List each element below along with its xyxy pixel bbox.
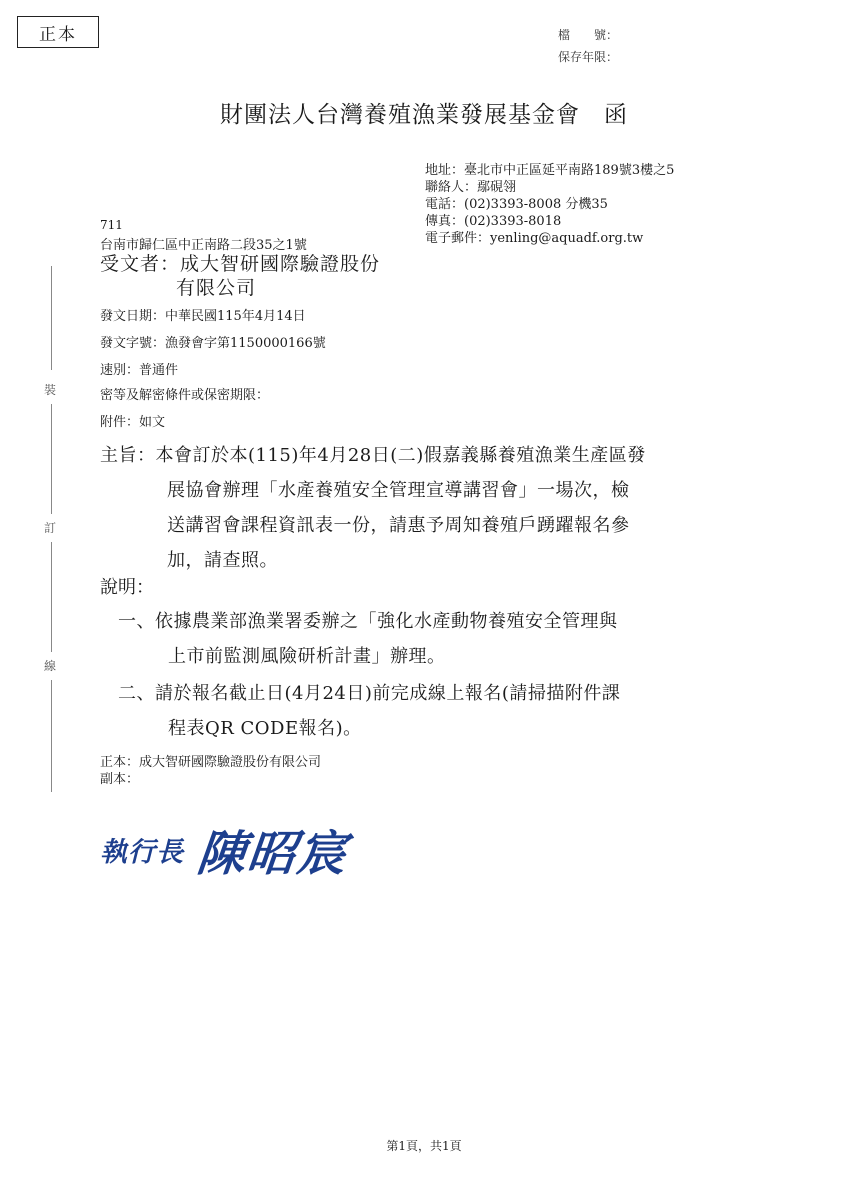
recipient-line-1: 受文者：成大智研國際驗證股份 [100, 253, 381, 275]
sender-address: 地址：臺北市中正區延平南路189號3樓之5 [425, 163, 675, 178]
explanation-item-1-line-2: 上市前監測風險研析計畫」辦理。 [168, 646, 446, 667]
delivery-speed: 速別：普通件 [100, 363, 179, 378]
binding-line-segment [51, 680, 52, 792]
retention-period-label: 保存年限： [558, 50, 619, 64]
binding-mark-ding: 訂 [44, 521, 57, 535]
original-copy-stamp [17, 16, 99, 48]
signer-title: 執行長 [100, 836, 184, 868]
receiver-zip: 711 [100, 218, 123, 232]
explanation-item-2 [118, 676, 620, 746]
page-number: 第1頁，共1頁 [386, 1139, 462, 1153]
sender-phone: 電話：(02)3393-8008 分機35 [425, 197, 608, 212]
recipient-line-2: 有限公司 [176, 277, 257, 299]
subject-section [100, 438, 750, 578]
stamp-label: 正本 [39, 24, 77, 45]
subject-line-2: 展協會辦理「水產養殖安全管理宣導講習會」一場次，檢 [167, 480, 630, 501]
subject-line-4: 加，請查照。 [167, 550, 278, 571]
document-number: 發文字號：漁發會字第1150000166號 [100, 336, 326, 351]
binding-line-segment [51, 542, 52, 652]
explanation-item-1 [118, 604, 618, 674]
explanation-item-2-line-1: 二、請於報名截止日(4月24日)前完成線上報名(請掃描附件課 [118, 683, 621, 704]
sender-contact-person: 聯絡人：鄢硯翎 [425, 180, 517, 195]
issue-date: 發文日期：中華民國115年4月14日 [100, 309, 306, 324]
receiver-address: 台南市歸仁區中正南路二段35之1號 [100, 238, 307, 253]
explanation-heading: 說明： [100, 577, 154, 598]
signer-name-stamp: 陳昭宸 [194, 825, 351, 882]
sender-contact-block [425, 162, 674, 247]
explanation-item-1-line-1: 一、依據農業部漁業署委辦之「強化水產動物養殖安全管理與 [118, 611, 618, 632]
binding-mark-xian: 線 [44, 659, 57, 673]
binding-mark-zhuang: 裝 [44, 383, 57, 397]
file-number-label: 檔 號： [558, 28, 619, 42]
explanation-item-2-line-2: 程表QR CODE報名)。 [168, 718, 362, 739]
signature-block [100, 816, 351, 882]
original-recipient: 正本：成大智研國際驗證股份有限公司 [100, 755, 322, 770]
sender-email: 電子郵件：yenling@aquadf.org.tw [425, 231, 644, 246]
attachment: 附件：如文 [100, 415, 166, 430]
subject-line-3: 送講習會課程資訊表一份，請惠予周知養殖戶踴躍報名參 [167, 515, 630, 536]
sender-fax: 傳真：(02)3393-8018 [425, 214, 562, 229]
subject-line-1: 主旨：本會訂於本(115)年4月28日(二)假嘉義縣養殖漁業生產區發 [100, 445, 646, 466]
secrecy-level: 密等及解密條件或保密期限： [100, 388, 270, 403]
recipient [100, 252, 380, 300]
document-title: 財團法人台灣養殖漁業發展基金會 函 [220, 102, 628, 128]
copy-recipient: 副本： [100, 772, 140, 787]
binding-line-segment [51, 266, 52, 370]
binding-line-segment [51, 404, 52, 514]
